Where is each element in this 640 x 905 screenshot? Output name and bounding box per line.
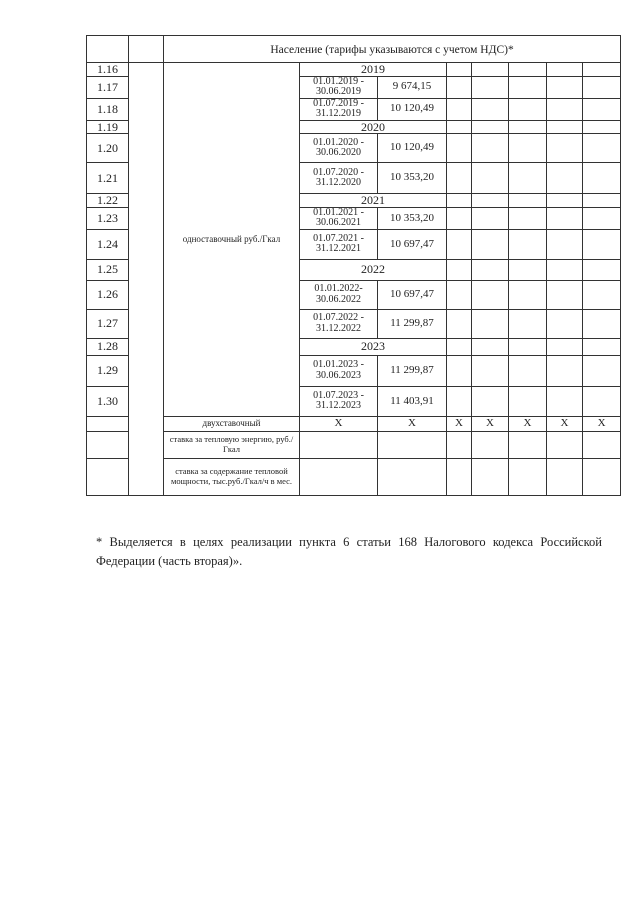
empty-cell xyxy=(472,207,509,229)
empty-cell xyxy=(583,280,621,309)
tariff-value: 10 353,20 xyxy=(378,163,447,194)
table-row xyxy=(87,63,621,77)
empty-cell xyxy=(472,355,509,386)
row-number: 1.21 xyxy=(87,163,129,194)
tariff-value: 10 697,47 xyxy=(378,280,447,309)
empty-cell xyxy=(547,458,583,495)
row-number: 1.25 xyxy=(87,259,129,280)
period-cell: 01.01.2021 - 30.06.2021 xyxy=(300,207,378,229)
two-rate-row xyxy=(87,416,621,431)
period-cell: 01.01.2023 - 30.06.2023 xyxy=(300,355,378,386)
empty-cell xyxy=(378,431,447,458)
sub-rate-row xyxy=(87,458,621,495)
empty-cell xyxy=(583,120,621,134)
row-number: 1.24 xyxy=(87,229,129,259)
empty-cell xyxy=(472,431,509,458)
empty-cell xyxy=(447,458,472,495)
empty-cell xyxy=(472,120,509,134)
empty-cell xyxy=(583,134,621,163)
empty-cell xyxy=(472,386,509,416)
empty-cell xyxy=(509,194,547,208)
header-row xyxy=(87,36,621,63)
empty-cell xyxy=(509,207,547,229)
empty-cell xyxy=(583,338,621,355)
empty-cell xyxy=(300,458,378,495)
sub-rate-row xyxy=(87,431,621,458)
period-cell: 01.07.2020 - 31.12.2020 xyxy=(300,163,378,194)
empty-cell xyxy=(472,259,509,280)
empty-cell xyxy=(378,458,447,495)
row-number: 1.22 xyxy=(87,194,129,208)
empty-cell xyxy=(447,280,472,309)
tariff-value: 11 403,91 xyxy=(378,386,447,416)
sub-rate-label: ставка за содержание тепловой мощности, тыс.руб./Гкал/ч в мес. xyxy=(164,458,300,495)
empty-cell xyxy=(547,309,583,338)
empty-cell xyxy=(447,229,472,259)
empty-cell xyxy=(472,338,509,355)
empty-cell xyxy=(583,207,621,229)
tariff-value: 9 674,15 xyxy=(378,76,447,98)
row-number: 1.17 xyxy=(87,76,129,98)
x-mark: Х xyxy=(378,416,447,431)
row-number: 1.19 xyxy=(87,120,129,134)
category-label: одноставочный руб./Гкал xyxy=(164,63,300,417)
year-cell: 2022 xyxy=(300,259,447,280)
empty-cell xyxy=(547,207,583,229)
row-number: 1.29 xyxy=(87,355,129,386)
tariff-value: 11 299,87 xyxy=(378,309,447,338)
empty-cell xyxy=(447,134,472,163)
empty-cell xyxy=(472,280,509,309)
empty-cell xyxy=(447,259,472,280)
empty-cell xyxy=(583,259,621,280)
sub-rate-label: ставка за тепловую энергию, руб./Гкал xyxy=(164,431,300,458)
period-cell: 01.01.2020 - 30.06.2020 xyxy=(300,134,378,163)
empty-cell xyxy=(583,229,621,259)
empty-cell xyxy=(583,76,621,98)
empty-cell xyxy=(472,458,509,495)
row-number: 1.20 xyxy=(87,134,129,163)
empty-cell xyxy=(509,280,547,309)
tariff-value: 10 697,47 xyxy=(378,229,447,259)
empty-cell xyxy=(447,120,472,134)
empty-cell xyxy=(87,416,129,431)
empty-cell xyxy=(447,163,472,194)
x-mark: Х xyxy=(472,416,509,431)
empty-cell xyxy=(509,355,547,386)
year-cell: 2019 xyxy=(300,63,447,77)
empty-cell xyxy=(87,36,129,63)
period-cell: 01.07.2021 - 31.12.2021 xyxy=(300,229,378,259)
empty-cell xyxy=(447,194,472,208)
empty-cell xyxy=(583,163,621,194)
empty-cell xyxy=(472,163,509,194)
tariff-value: 10 120,49 xyxy=(378,134,447,163)
empty-cell xyxy=(472,229,509,259)
empty-cell xyxy=(547,134,583,163)
empty-cell xyxy=(583,355,621,386)
empty-cell xyxy=(509,458,547,495)
empty-cell xyxy=(447,355,472,386)
table-header: Население (тарифы указываются с учетом НДС)* xyxy=(164,36,621,63)
empty-cell xyxy=(509,134,547,163)
row-number: 1.16 xyxy=(87,63,129,77)
empty-cell xyxy=(547,98,583,120)
tariff-table-body xyxy=(87,36,621,496)
empty-cell xyxy=(472,98,509,120)
row-number: 1.30 xyxy=(87,386,129,416)
empty-cell xyxy=(509,338,547,355)
empty-cell xyxy=(547,229,583,259)
empty-cell xyxy=(447,431,472,458)
empty-cell xyxy=(583,431,621,458)
period-cell: 01.07.2022 - 31.12.2022 xyxy=(300,309,378,338)
empty-cell xyxy=(472,63,509,77)
empty-cell xyxy=(87,458,129,495)
empty-cell xyxy=(583,458,621,495)
footnote: * Выделяется в целях реализации пункта 6 статьи 168 Налогового кодекса Российской Федерации (часть вторая)». xyxy=(96,535,602,568)
empty-cell xyxy=(509,120,547,134)
empty-column xyxy=(129,63,164,496)
empty-cell xyxy=(547,194,583,208)
empty-cell xyxy=(547,259,583,280)
empty-cell xyxy=(547,386,583,416)
row-number: 1.23 xyxy=(87,207,129,229)
empty-cell xyxy=(87,431,129,458)
empty-cell xyxy=(547,280,583,309)
tariff-value: 11 299,87 xyxy=(378,355,447,386)
empty-cell xyxy=(583,309,621,338)
empty-cell xyxy=(472,194,509,208)
period-cell: 01.01.2022- 30.06.2022 xyxy=(300,280,378,309)
empty-cell xyxy=(547,338,583,355)
empty-cell xyxy=(447,63,472,77)
empty-cell xyxy=(509,386,547,416)
row-number: 1.28 xyxy=(87,338,129,355)
empty-cell xyxy=(547,431,583,458)
period-cell: 01.01.2019 - 30.06.2019 xyxy=(300,76,378,98)
empty-cell xyxy=(509,163,547,194)
empty-cell xyxy=(547,355,583,386)
empty-cell xyxy=(509,431,547,458)
tariff-table xyxy=(86,35,621,496)
empty-cell xyxy=(472,134,509,163)
empty-cell xyxy=(447,309,472,338)
empty-cell xyxy=(509,63,547,77)
empty-cell xyxy=(509,259,547,280)
year-cell: 2021 xyxy=(300,194,447,208)
x-mark: Х xyxy=(583,416,621,431)
empty-cell xyxy=(509,309,547,338)
empty-cell xyxy=(472,309,509,338)
empty-cell xyxy=(447,338,472,355)
empty-cell xyxy=(583,194,621,208)
row-number: 1.27 xyxy=(87,309,129,338)
two-rate-label: двухставочный xyxy=(164,416,300,431)
empty-cell xyxy=(509,76,547,98)
empty-cell xyxy=(447,386,472,416)
period-cell: 01.07.2019 - 31.12.2019 xyxy=(300,98,378,120)
empty-cell xyxy=(447,76,472,98)
empty-cell xyxy=(472,76,509,98)
empty-cell xyxy=(509,98,547,120)
empty-cell xyxy=(547,76,583,98)
tariff-value: 10 120,49 xyxy=(378,98,447,120)
row-number: 1.26 xyxy=(87,280,129,309)
empty-cell xyxy=(447,98,472,120)
empty-cell xyxy=(547,120,583,134)
year-cell: 2023 xyxy=(300,338,447,355)
tariff-value: 10 353,20 xyxy=(378,207,447,229)
x-mark: Х xyxy=(509,416,547,431)
empty-cell xyxy=(547,63,583,77)
x-mark: Х xyxy=(547,416,583,431)
empty-cell xyxy=(447,207,472,229)
empty-cell xyxy=(583,386,621,416)
empty-cell xyxy=(300,431,378,458)
row-number: 1.18 xyxy=(87,98,129,120)
x-mark: Х xyxy=(447,416,472,431)
empty-cell xyxy=(547,163,583,194)
x-mark: Х xyxy=(300,416,378,431)
empty-cell xyxy=(129,36,164,63)
empty-cell xyxy=(583,63,621,77)
empty-cell xyxy=(509,229,547,259)
period-cell: 01.07.2023 - 31.12.2023 xyxy=(300,386,378,416)
empty-cell xyxy=(583,98,621,120)
year-cell: 2020 xyxy=(300,120,447,134)
